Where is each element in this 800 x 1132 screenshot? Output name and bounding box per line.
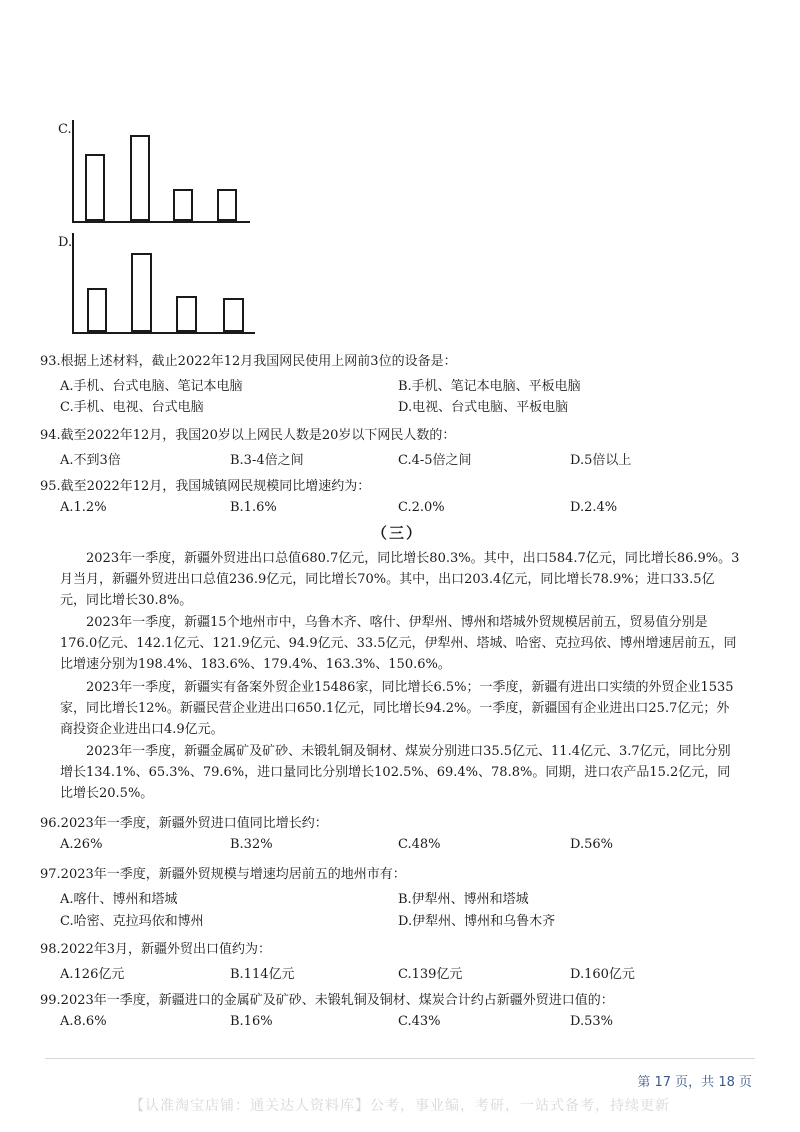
q97-option-b[interactable]: B.伊犁州、博州和塔城 [398, 892, 529, 907]
chart-d-bar-2 [131, 253, 152, 332]
q96-option-b[interactable]: B.32% [230, 837, 273, 852]
q93-option-c[interactable]: C.手机、电视、台式电脑 [60, 400, 204, 415]
q93-option-d[interactable]: D.电视、台式电脑、平板电脑 [398, 400, 569, 415]
q94-option-b[interactable]: B.3-4倍之间 [230, 453, 304, 468]
chart-d-label: D. [58, 235, 73, 250]
chart-d-bar-1 [87, 288, 107, 332]
q97-option-c[interactable]: C.哈密、克拉玛依和博州 [60, 914, 204, 929]
question-97: 97.2023年一季度，新疆外贸规模与增速均居前五的地州市有： [40, 867, 406, 882]
q93-option-b[interactable]: B.手机、笔记本电脑、平板电脑 [398, 379, 581, 394]
q98-option-a[interactable]: A.126亿元 [60, 967, 125, 982]
q96-option-a[interactable]: A.26% [60, 837, 103, 852]
chart-d-x-axis [72, 332, 255, 334]
watermark-text: 【认准淘宝店铺：通关达人资料库】公考，事业编，考研，一站式备考，持续更新 [130, 1098, 670, 1114]
q96-option-c[interactable]: C.48% [398, 837, 441, 852]
q98-option-c[interactable]: C.139亿元 [398, 967, 463, 982]
q95-option-b[interactable]: B.1.6% [230, 500, 277, 515]
question-98: 98.2022年3月，新疆外贸出口值约为： [40, 942, 272, 957]
question-94: 94.截至2022年12月，我国20岁以上网民人数是20岁以下网民人数的： [40, 428, 456, 443]
q93-option-a[interactable]: A.手机、台式电脑、笔记本电脑 [60, 379, 243, 394]
question-95: 95.截至2022年12月，我国城镇网民规模同比增速约为： [40, 479, 371, 494]
page-number: 第 17 页，共 18 页 [637, 1075, 752, 1090]
question-99: 99.2023年一季度，新疆进口的金属矿及矿砂、未锻轧铜及铜材、煤炭合计约占新疆外贸进口值的： [40, 993, 614, 1008]
chart-c [72, 120, 252, 225]
footer-divider [45, 1058, 755, 1059]
question-96: 96.2023年一季度，新疆外贸进口值同比增长约： [40, 816, 328, 831]
q95-option-a[interactable]: A.1.2% [60, 500, 107, 515]
q99-option-b[interactable]: B.16% [230, 1014, 273, 1029]
q99-option-a[interactable]: A.8.6% [60, 1014, 107, 1029]
section-paragraph-4: 2023年一季度，新疆金属矿及矿砂、未锻轧铜及铜材、煤炭分别进口35.5亿元、11.4亿元、3.7亿元，同比分别增长134.1%、65.3%、79.6%，进口量同比分别增长102.5%、69.4%、78.8%。同期，进口农产品15.2亿元，同比增长20.5%。 [60, 744, 731, 801]
q94-option-c[interactable]: C.4-5倍之间 [398, 453, 472, 468]
q95-option-d[interactable]: D.2.4% [570, 500, 618, 515]
q99-option-c[interactable]: C.43% [398, 1014, 441, 1029]
section-title: （三） [372, 524, 424, 542]
q98-option-b[interactable]: B.114亿元 [230, 967, 295, 982]
q94-option-d[interactable]: D.5倍以上 [570, 453, 632, 468]
chart-c-x-axis [72, 221, 250, 223]
chart-c-label: C. [58, 122, 72, 137]
chart-c-y-axis [72, 120, 74, 223]
chart-d-y-axis [72, 233, 74, 334]
chart-d [72, 233, 257, 336]
chart-c-bar-1 [85, 154, 105, 221]
question-93: 93.根据上述材料，截止2022年12月我国网民使用上网前3位的设备是： [40, 354, 457, 369]
section-paragraph-3: 2023年一季度，新疆实有备案外贸企业15486家，同比增长6.5%；一季度，新疆有进出口实绩的外贸企业1535家，同比增长12%。新疆民营企业进出口650.1亿元，同比增长94.2%。一季度，新疆国有企业进出口25.7亿元；外商投资企业进出口4.9亿元。 [60, 680, 734, 737]
section-paragraph-1: 2023年一季度，新疆外贸进出口总值680.7亿元，同比增长80.3%。其中，出口584.7亿元，同比增长86.9%。3月当月，新疆外贸进出口总值236.9亿元，同比增长70%。其中，出口203.4亿元，同比增长78.9%；进口33.5亿元，同比增长30.8%。 [60, 551, 740, 608]
chart-d-bar-3 [176, 296, 197, 332]
q95-option-c[interactable]: C.2.0% [398, 500, 445, 515]
q97-option-d[interactable]: D.伊犁州、博州和乌鲁木齐 [398, 914, 556, 929]
q96-option-d[interactable]: D.56% [570, 837, 613, 852]
q94-option-a[interactable]: A.不到3倍 [60, 453, 121, 468]
q99-option-d[interactable]: D.53% [570, 1014, 613, 1029]
chart-c-bar-3 [173, 189, 193, 221]
section-paragraph-2: 2023年一季度，新疆15个地州市中，乌鲁木齐、喀什、伊犁州、博州和塔城外贸规模居前五，贸易值分别是176.0亿元、142.1亿元、121.9亿元、94.9亿元、33.5亿元，伊犁州、塔城、哈密、克拉玛依、博州增速居前五，同比增速分别为198.4%、183.6%、179.4%、163.3%、150.6%。 [60, 615, 737, 672]
q97-option-a[interactable]: A.喀什、博州和塔城 [60, 892, 178, 907]
q98-option-d[interactable]: D.160亿元 [570, 967, 635, 982]
chart-d-bar-4 [223, 298, 244, 332]
chart-c-bar-2 [130, 135, 150, 221]
chart-c-bar-4 [217, 189, 237, 221]
